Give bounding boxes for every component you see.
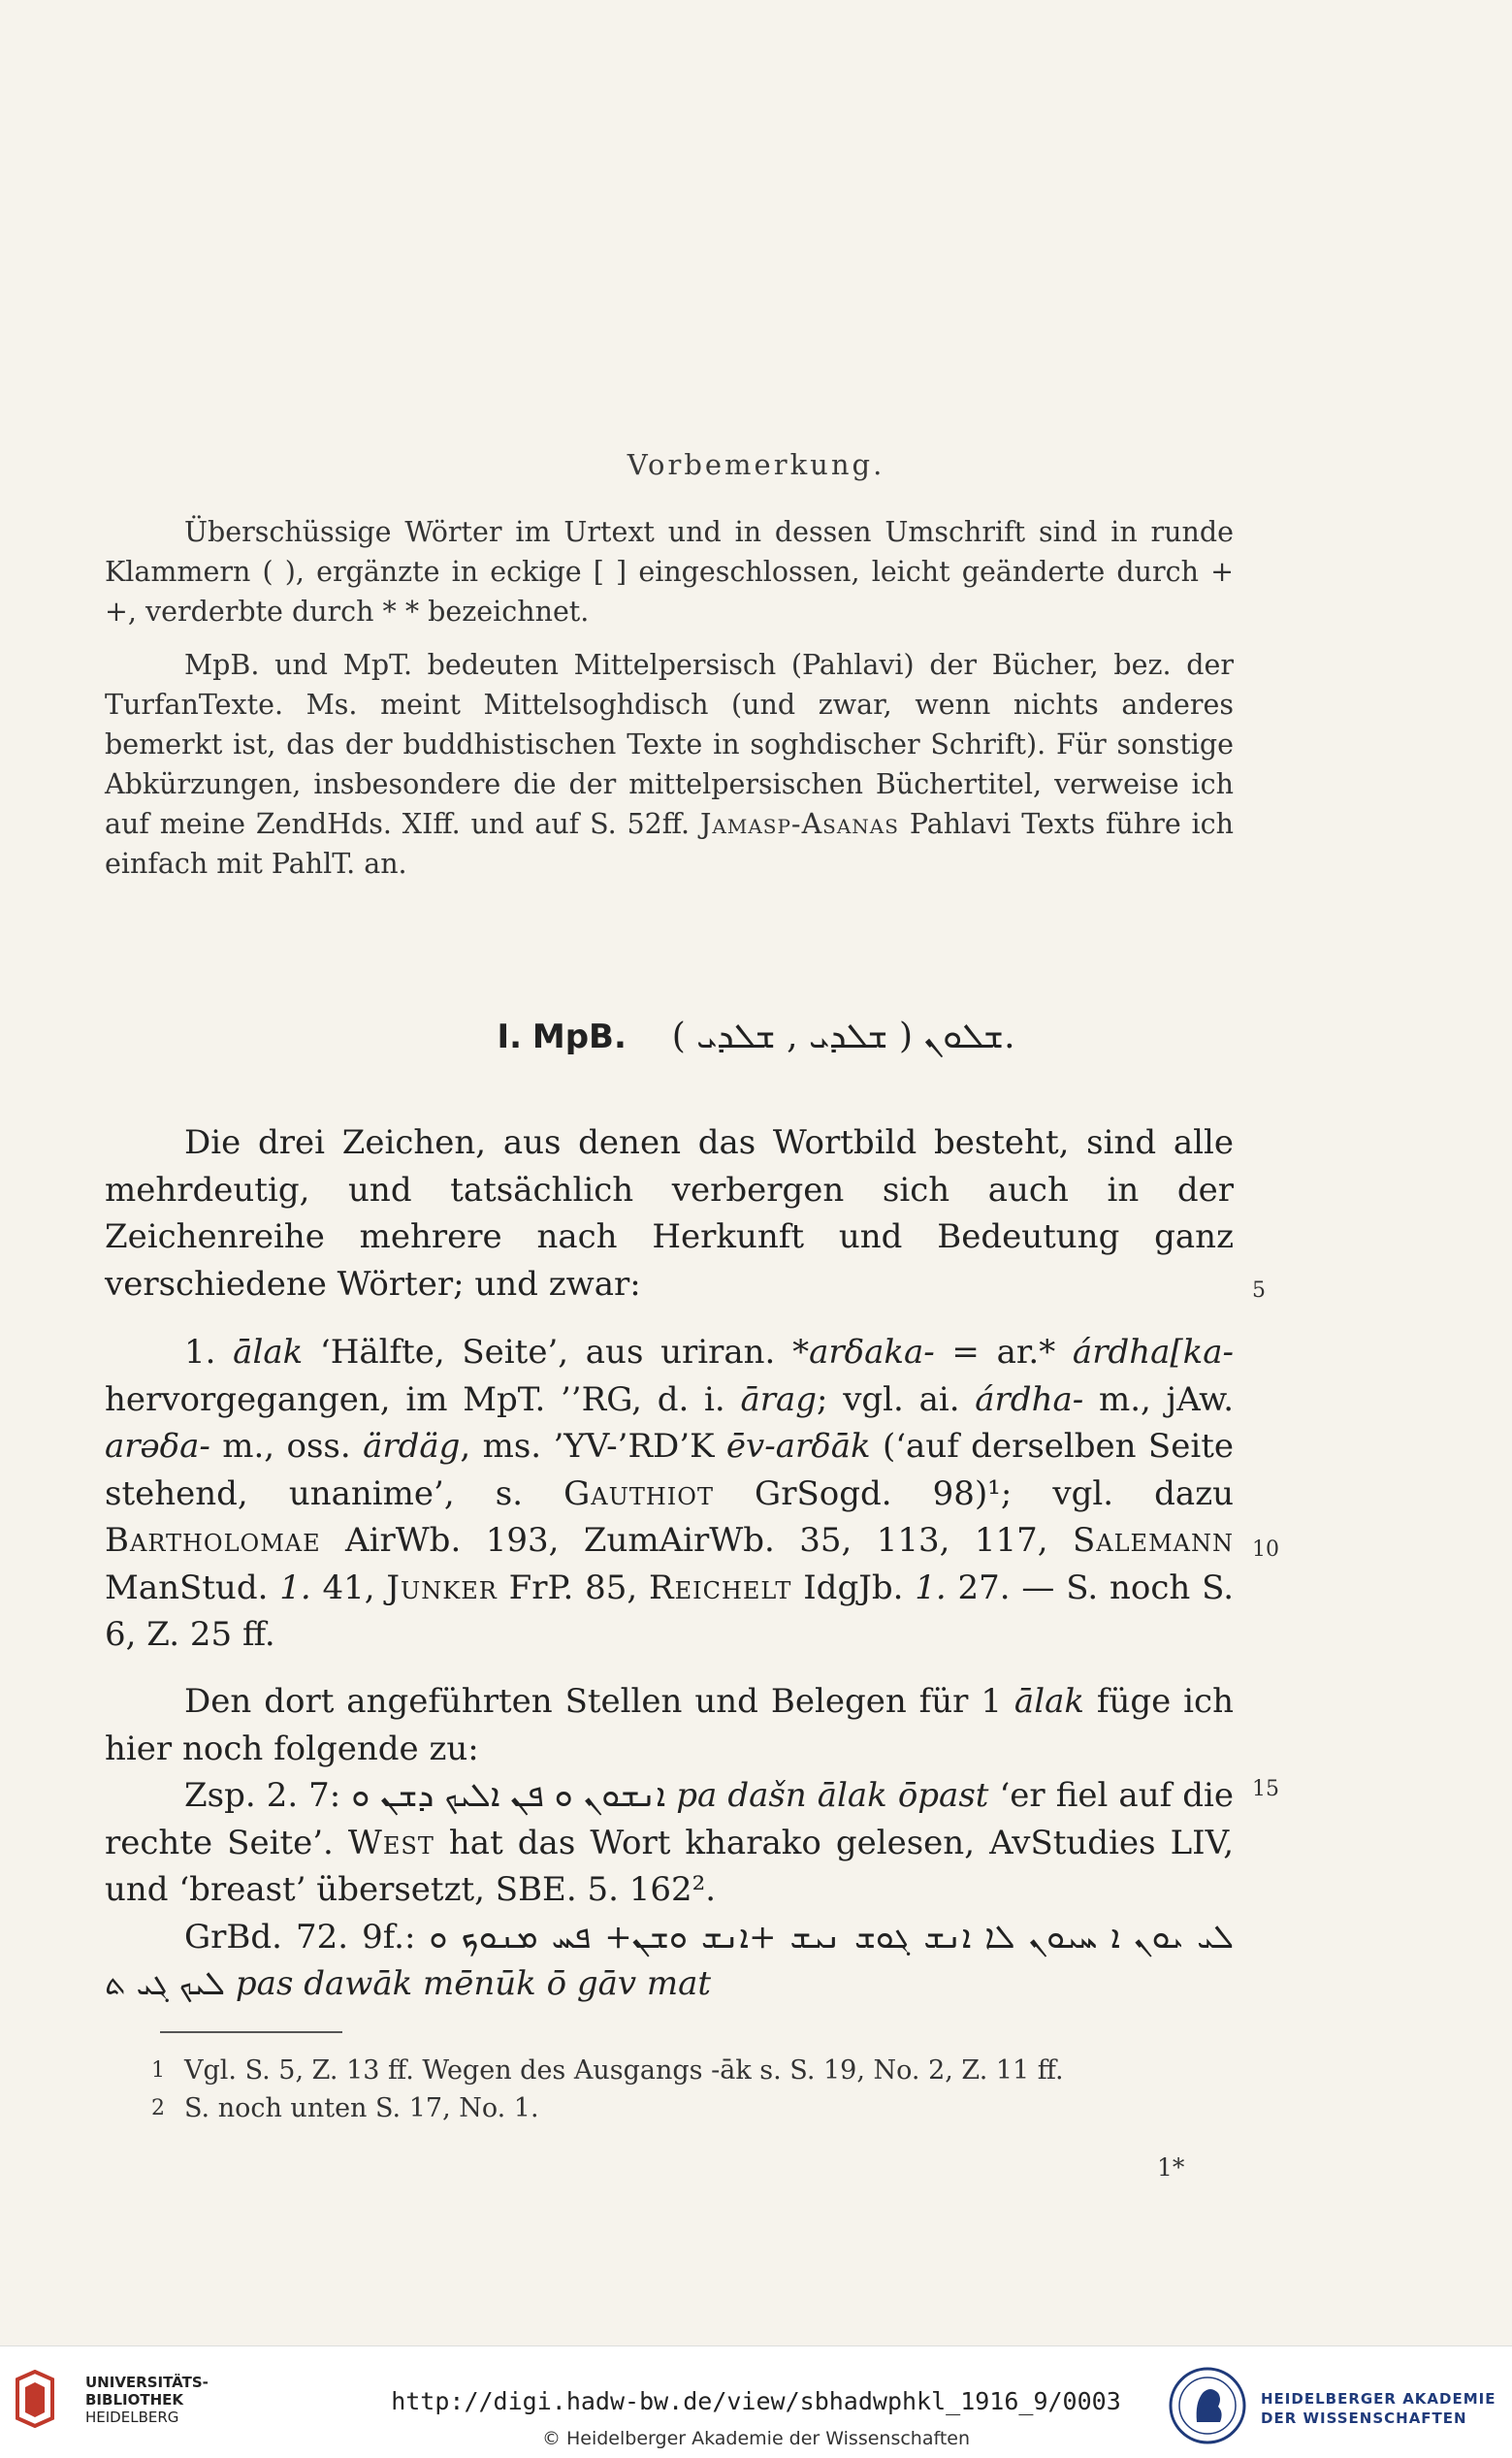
- pahlavi-script: ܠܝ ܝܘܢ ܐ ܚܝܘܢ ܠܐ ܐܢܫ ܓܘܫ ܢܝܫ: [789, 1917, 1235, 1957]
- footnote-rule: [160, 2031, 342, 2033]
- author-reichelt: Reichelt: [649, 1568, 792, 1607]
- university-library-name: UNIVERSITÄTS- BIBLIOTHEK HEIDELBERG: [85, 2374, 209, 2426]
- pahlavi-script: ܐܢܫܘܢ ܘ ܦܢ ܐܠܝܟ ܕܫܢ ܘ: [351, 1776, 666, 1815]
- line-number: 5: [1252, 1278, 1266, 1303]
- academy-name: HEIDELBERGER AKADEMIE DER WISSENSCHAFTEN: [1261, 2390, 1496, 2427]
- preface: [105, 512, 1234, 884]
- pahlavi-script: ܫܠܘܢ ( ܫܠܕܝ , ܫܠܕܝ ).: [671, 1017, 1015, 1056]
- line-number: 15: [1252, 1777, 1279, 1801]
- section-title: I. MpB. ܫܠܘܢ ( ܫܠܕܝ , ܫܠܕܝ ).: [497, 1017, 1015, 1056]
- pahlavi-script: +ܐܢܫ ܘܫܢ+ ܦܚ ܡܢܘܟ ܘ ܠܝܟ ܓܝ ܬ: [105, 1917, 777, 2003]
- academy-seal-icon: [1168, 2366, 1247, 2445]
- footnote-1: 1 Vgl. S. 5, Z. 13 ff. Wegen des Ausgangs -āk s. S. 19, No. 2, Z. 11 ff.: [151, 2055, 1064, 2086]
- author-bartholomae: Bartholomae: [105, 1521, 321, 1560]
- author-gauthiot: Gauthiot: [563, 1473, 714, 1513]
- copyright-text: © Heidelberger Akademie der Wissenschaften: [541, 2428, 971, 2449]
- footnote-2: 2 S. noch unten S. 17, No. 1.: [151, 2093, 539, 2123]
- preface-paragraph-1: Überschüssige Wörter im Urtext und in dessen Umschrift sind in runde Klammern ( ), ergänzte in eckige [ ] eingeschlossen, leicht geänderte durch + +, verderbte durch * * bezeichnet.: [105, 516, 1234, 628]
- line-number: 10: [1252, 1537, 1279, 1562]
- signature-mark: 1*: [1157, 2153, 1185, 2182]
- intro-paragraph: Die drei Zeichen, aus denen das Wortbild besteht, sind alle mehrdeutig, und tatsächlich verbergen sich auch in der Zeichenreihe mehrere nach Herkunft und Bedeutung ganz verschiedene Wörter; und zwar:: [105, 1123, 1234, 1304]
- entry-1: 1. ālak ‘Hälfte, Seite’, aus uriran. *arδaka- = ar.* árdha[ka- hervorgegangen, im MpT. ’’RG, d. i. ārag; vgl. ai. árdha- m., jAw. arəδa- m., oss. ärdäg, ms. ’YV-’RD’K ēv-arδāk (‘auf derselben Seite stehend, unanime’, s. Gauthiot GrSogd. 98)¹; vgl. dazu Bartholomae AirWb. 193, ZumAirWb. 35, 113, 117, Salemann ManStud. 1. 41, Junker FrP. 85, Reichelt IdgJb. 1. 27. — S. noch S. 6, Z. 25 ff.: [105, 1333, 1235, 1654]
- author-jamasp-asana: Jamasp-Asanas: [699, 808, 899, 840]
- author-west: West: [347, 1823, 434, 1862]
- page-heading: Vorbemerkung.: [627, 448, 885, 481]
- entry-2: Den dort angeführten Stellen und Belegen für 1 ālak füge ich hier noch folgende zu: Zsp. 2. 7: ܐܢܫܘܢ ܘ ܦܢ ܐܠܝܟ ܕܫܢ ܘ pa dašn ālak ōpast ‘er fiel auf die rechte Seite’. West hat das Wort kharako gelesen, AvStudies LIV, und ‘breast’ übersetzt, SBE. 5. 162². GrBd. 72. 9f.: ܠܝ ܝܘܢ ܐ ܚܝܘܢ ܠܐ ܐܢܫ ܓܘܫ ܢܝܫ +ܐܢܫ ܘܫܢ+ ܦܚ ܡܢܘܟ ܘ ܠܝܟ ܓܝ ܬ pas dawāk mēnūk ō gāv mat: [105, 1682, 1235, 2003]
- preface-paragraph-2: MpB. und MpT. bedeuten Mittelpersisch (Pahlavi) der Bücher, bez. der TurfanTexte. Ms. meint Mittelsoghdisch (und zwar, wenn nichts anderes bemerkt ist, das der buddhistischen Texte in soghdischer Schrift). Für sonstige Abkürzungen, insbesondere die der mittelpersischen Büchertitel, verweise ich auf meine ZendHds. XIff. und auf S. 52ff. Jamasp-Asanas Pahlavi Texts führe ich einfach mit PahlT. an.: [105, 649, 1234, 880]
- author-junker: Junker: [386, 1568, 498, 1607]
- author-salemann: Salemann: [1073, 1521, 1234, 1560]
- footer-bar: [0, 2345, 1512, 2458]
- permalink-url[interactable]: http://digi.hadw-bw.de/view/sbhadwphkl_1916_9/0003: [391, 2387, 1121, 2415]
